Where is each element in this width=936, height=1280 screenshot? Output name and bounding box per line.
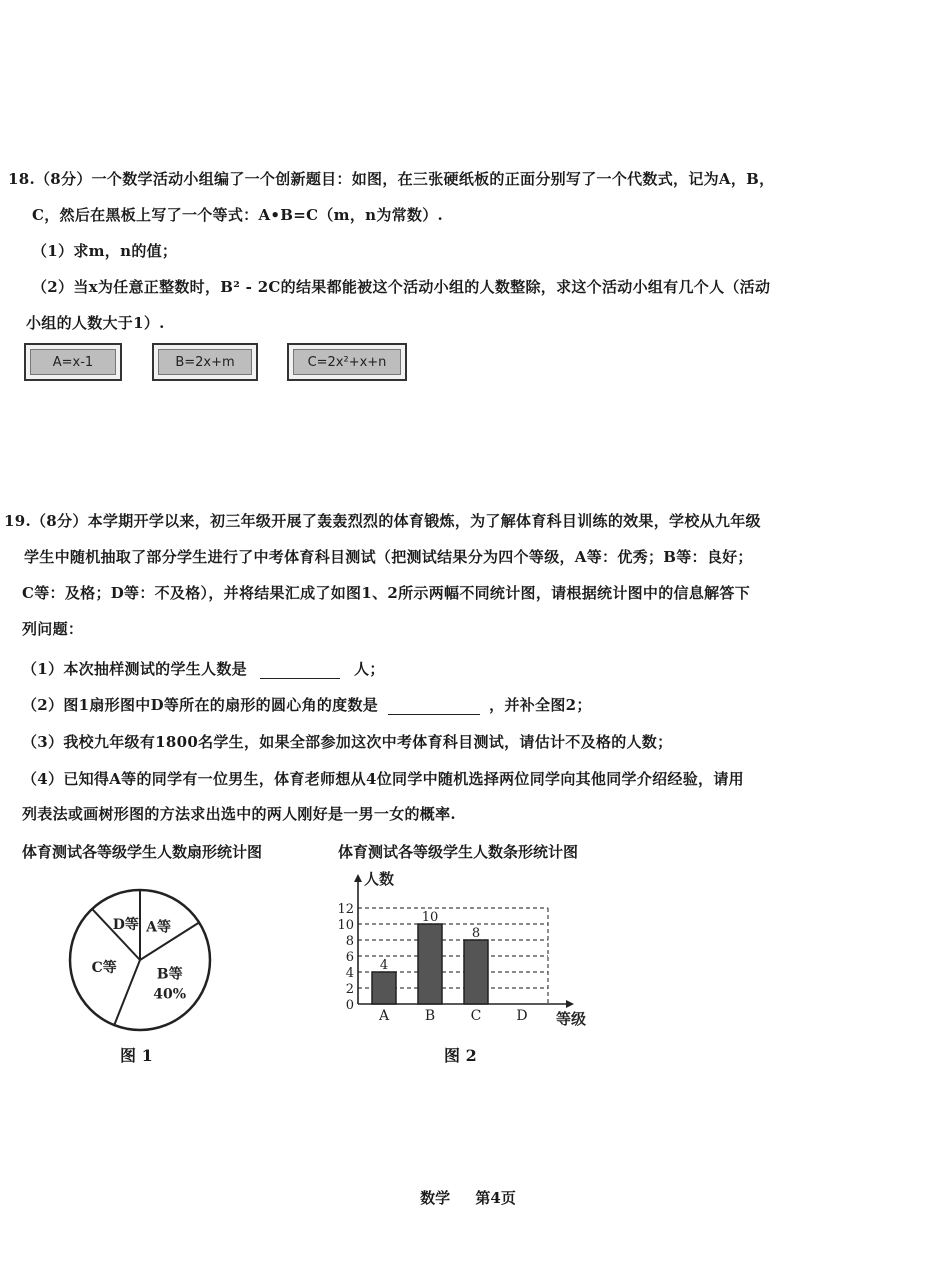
q19-part2-blank[interactable]: [388, 700, 480, 715]
y-tick-label: 4: [345, 966, 354, 981]
x-category-label-C: C: [470, 1008, 482, 1024]
bar-value-label-C: 8: [471, 926, 481, 941]
pie-slice-edge-C等: [114, 960, 140, 1025]
pie-chart-title: 体育测试各等级学生人数扇形统计图: [22, 843, 263, 861]
footer-subject: 数学: [420, 1189, 451, 1207]
q19-stem-line4: 列问题：: [22, 620, 84, 638]
x-category-label-B: B: [424, 1008, 436, 1024]
pie-slice-label-D等: D等: [112, 917, 139, 934]
q18-part1: （1）求m，n的值；: [32, 242, 178, 260]
pie-chart: [60, 880, 220, 1040]
q18-stem-line1: 18.（8分）一个数学活动小组编了一个创新题目：如图，在三张硬纸板的正面分别写了一个代数式，记为A，B，: [8, 170, 775, 188]
bar-value-label-B: 10: [421, 910, 439, 925]
card-a-text: A=x-1: [30, 349, 116, 375]
pie-slice-label-C等: C等: [91, 959, 117, 976]
bar-chart-title: 体育测试各等级学生人数条形统计图: [338, 843, 579, 861]
bar-C: [464, 940, 488, 1004]
y-axis-arrow: [354, 874, 362, 882]
q19-part1: [22, 658, 385, 679]
y-tick-label: 8: [345, 934, 354, 949]
pie-slice-label-B等: B等: [156, 966, 183, 983]
q19-part3: （3）我校九年级有1800名学生，如果全部参加这次中考体育科目测试，请估计不及格的人数；: [22, 733, 673, 751]
x-category-label-D: D: [516, 1008, 528, 1024]
q19-part2-text: （2）图1扇形图中D等所在的扇形的圆心角的度数是: [22, 696, 379, 714]
card-c-text: C=2x²+x+n: [293, 349, 401, 375]
q19-part2-tail: ，并补全图2；: [489, 696, 592, 714]
pie-percent-label: 40%: [153, 986, 187, 1003]
q19-stem-line1: 19.（8分）本学期开学以来，初三年级开展了轰轰烈烈的体育锻炼，为了解体育科目训练的效果，学校从九年级: [4, 512, 761, 530]
figure-1-caption: 图 1: [120, 1046, 153, 1065]
q19-stem-line2: 学生中随机抽取了部分学生进行了中考体育科目测试（把测试结果分为四个等级，A等：优秀；B等：良好；: [24, 548, 753, 566]
q18-part2: （2）当x为任意正整数时，B² - 2C的结果都能被这个活动小组的人数整除，求这个活动小组有几个人（活动: [32, 278, 771, 296]
q19-part4: （4）已知得A等的同学有一位男生，体育老师想从4位同学中随机选择两位同学向其他同学介绍经验，请用: [22, 770, 744, 788]
card-c: [287, 343, 407, 381]
y-tick-label: 10: [337, 918, 354, 933]
q19-part1-text: （1）本次抽样测试的学生人数是: [22, 660, 247, 678]
bar-B: [418, 924, 442, 1004]
bar-A: [372, 972, 396, 1004]
q19-part2: [22, 694, 592, 715]
y-axis-label: 人数: [364, 870, 395, 888]
card-b: [152, 343, 258, 381]
x-axis-label: 等级: [556, 1010, 587, 1026]
x-axis-arrow: [566, 1000, 574, 1008]
q18-part2-cont: 小组的人数大于1）.: [26, 314, 165, 332]
card-b-text: B=2x+m: [158, 349, 252, 375]
y-tick-label: 12: [337, 902, 354, 917]
y-tick-label: 0: [345, 998, 354, 1013]
bar-value-label-A: 4: [379, 958, 389, 973]
card-a: [24, 343, 122, 381]
page-footer: [0, 1187, 936, 1208]
y-tick-label: 2: [345, 982, 354, 997]
footer-page-number: 第4页: [475, 1189, 516, 1207]
q19-stem-line3: C等：及格；D等：不及格），并将结果汇成了如图1、2所示两幅不同统计图，请根据统计图中的信息解答下: [22, 584, 751, 602]
figure-2-caption: 图 2: [444, 1046, 477, 1065]
x-category-label-A: A: [378, 1008, 390, 1024]
q19-part1-unit: 人；: [354, 660, 385, 678]
q19-part1-blank[interactable]: [260, 664, 340, 679]
pie-slice-label-A等: A等: [146, 919, 171, 936]
y-tick-label: 6: [345, 950, 354, 965]
bar-chart: [330, 866, 590, 1026]
q18-stem-line2: C，然后在黑板上写了一个等式：A•B=C（m，n为常数）.: [32, 206, 444, 224]
q19-part4-cont: 列表法或画树形图的方法求出选中的两人刚好是一男一女的概率.: [22, 805, 456, 823]
